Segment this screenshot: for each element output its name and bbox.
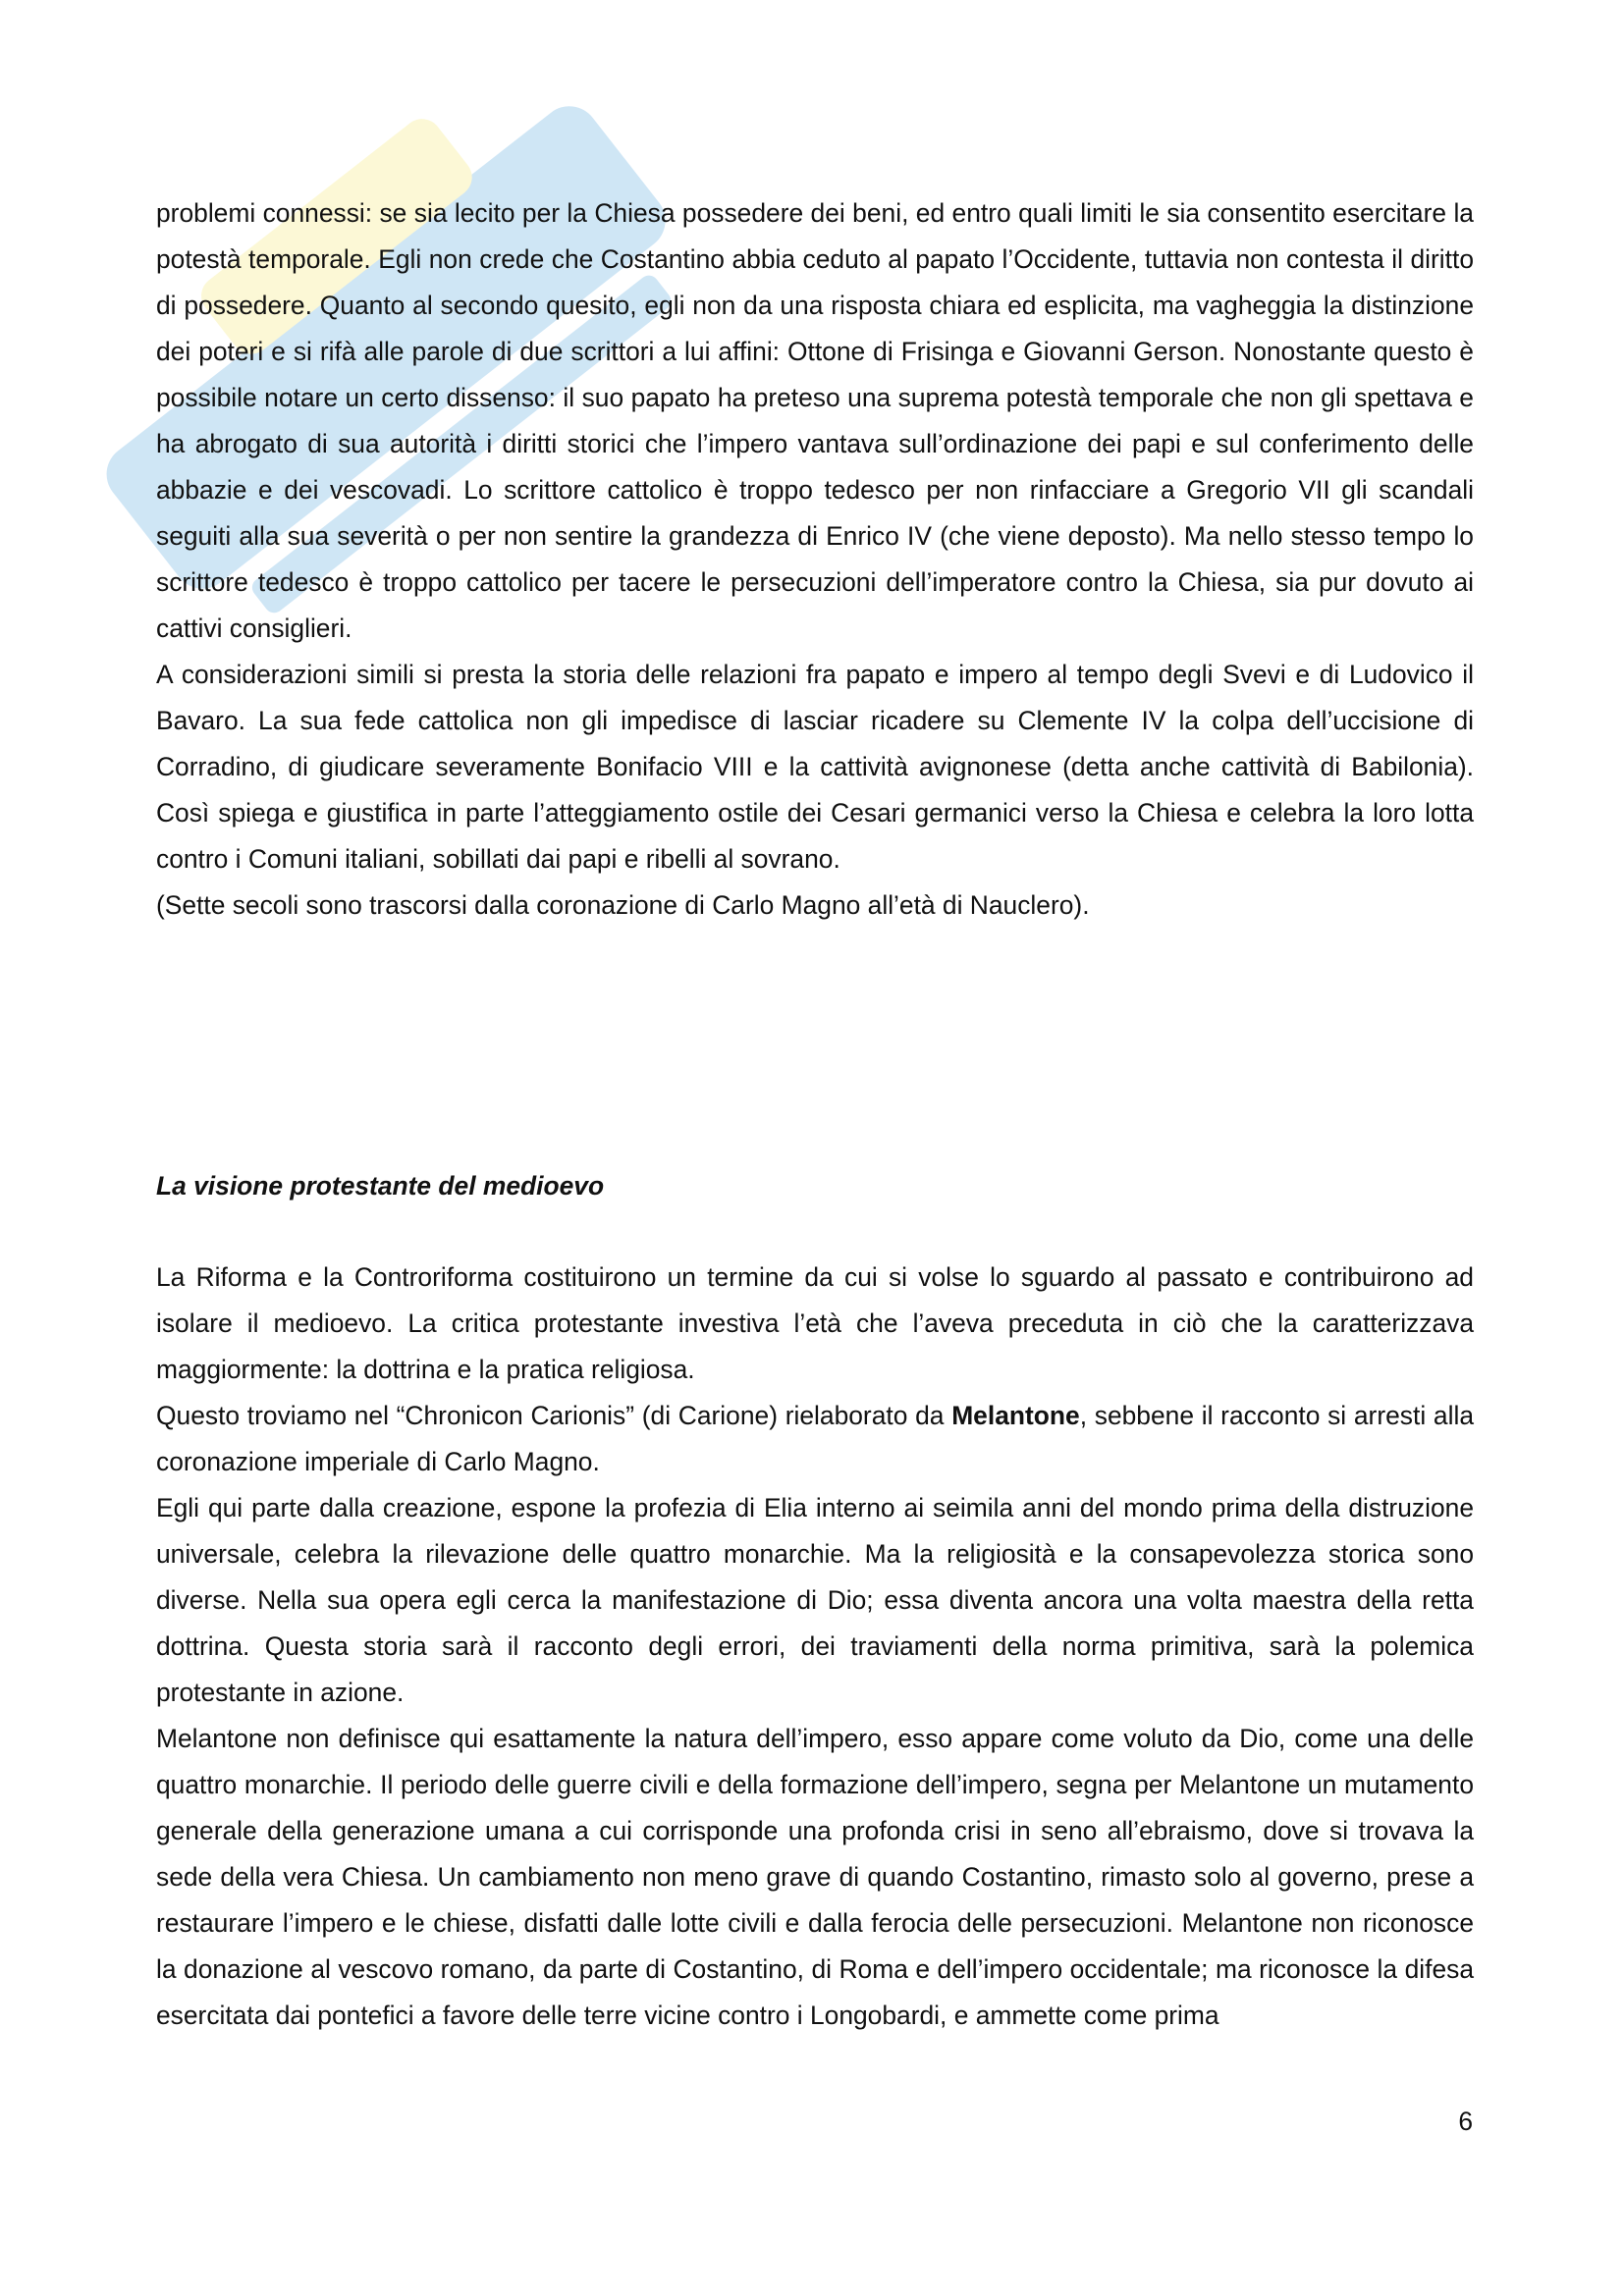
paragraph-chronicon [156,1393,1474,1485]
page-number: 6 [1458,2107,1473,2136]
chronicon-text-before: Questo troviamo nel “Chronicon Carionis” (di Carione) rielaborato da [156,1401,952,1430]
body-text-top [156,190,1474,929]
paragraph-creazione: Egli qui parte dalla creazione, espone la profezia di Elia interno ai seimila anni del mondo prima della distruzione universale, celebra la rilevazione delle quattro monarchie. Ma la religiosità e la consapevolezza storica sono diverse. Nella sua opera egli cerca la manifestazione di Dio; essa diventa ancora una volta maestra della retta dottrina. Questa storia sarà il racconto degli errori, dei traviamenti della norma primitiva, sarà la polemica protestante in azione. [156,1493,1474,1707]
chronicon-text-after: , sebbene il racconto si arresti alla coronazione imperiale di Carlo Magno. [156,1401,1474,1476]
melantone-bold: Melantone [951,1401,1080,1430]
section-heading: La visione protestante del medioevo [156,1171,605,1201]
paragraph-nauclero-3: (Sette secoli sono trascorsi dalla coronazione di Carlo Magno all’età di Nauclero). [156,890,1090,920]
body-text-bottom [156,1255,1474,2039]
paragraph-impero: Melantone non definisce qui esattamente la natura dell’impero, esso appare come voluto da Dio, come una delle quattro monarchie. Il periodo delle guerre civili e della formazione dell’impero, segna per Melantone un mutamento generale della generazione umana a cui corrisponde una profonda crisi in seno all’ebraismo, dove si trovava la sede della vera Chiesa. Un cambiamento non meno grave di quando Costantino, rimasto solo al governo, prese a restaurare l’impero e le chiese, disfatti dalle lotte civili e dalla ferocia delle persecuzioni. Melantone non riconosce la donazione al vescovo romano, da parte di Costantino, di Roma e dell’impero occidentale; ma riconosce la difesa esercitata dai pontefici a favore delle terre vicine contro i Longobardi, e ammette come prima [156,1724,1474,2030]
paragraph-riforma: La Riforma e la Controriforma costituirono un termine da cui si volse lo sguardo al passato e contribuirono ad isolare il medioevo. La critica protestante investiva l’età che l’aveva preceduta in ciò che la caratterizzava maggiormente: la dottrina e la pratica religiosa. [156,1262,1474,1384]
paragraph-nauclero-1: problemi connessi: se sia lecito per la Chiesa possedere dei beni, ed entro quali limiti le sia consentito esercitare la potestà temporale. Egli non crede che Costantino abbia ceduto al papato l’Occidente, tuttavia non contesta il diritto di possedere. Quanto al secondo quesito, egli non da una risposta chiara ed esplicita, ma vagheggia la distinzione dei poteri e si rifà alle parole di due scrittori a lui affini: Ottone di Frisinga e Giovanni Gerson. Nonostante questo è possibile notare un certo dissenso: il suo papato ha preteso una suprema potestà temporale che non gli spettava e ha abrogato di sua autorità i diritti storici che l’impero vantava sull’ordinazione dei papi e sul conferimento delle abbazie e dei vescovadi. Lo scrittore cattolico è troppo tedesco per non rinfacciare a Gregorio VII gli scandali seguiti alla sua severità o per non sentire la grandezza di Enrico IV (che viene deposto). Ma nello stesso tempo lo scrittore tedesco è troppo cattolico per tacere le persecuzioni dell’imperatore contro la Chiesa, sia pur dovuto ai cattivi consiglieri. [156,198,1474,643]
paragraph-nauclero-2: A considerazioni simili si presta la storia delle relazioni fra papato e impero al tempo degli Svevi e di Ludovico il Bavaro. La sua fede cattolica non gli impedisce di lasciar ricadere su Clemente IV la colpa dell’uccisione di Corradino, di giudicare severamente Bonifacio VIII e la cattività avignonese (detta anche cattività di Babilonia). Così spiega e giustifica in parte l’atteggiamento ostile dei Cesari germanici verso la Chiesa e celebra la loro lotta contro i Comuni italiani, sobillati dai papi e ribelli al sovrano. [156,660,1474,874]
